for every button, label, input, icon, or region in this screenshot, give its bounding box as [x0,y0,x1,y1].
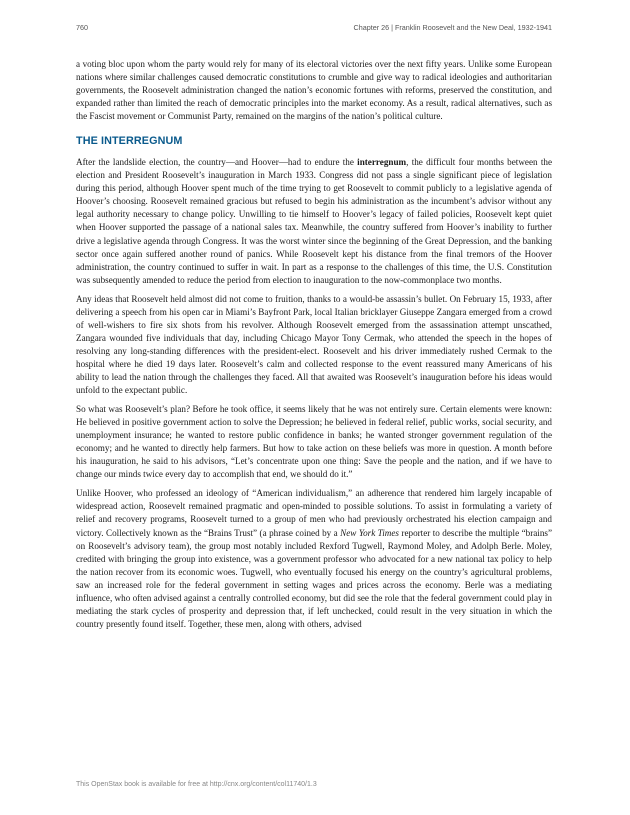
page-number: 760 [76,23,88,32]
paragraph-interregnum [76,156,552,286]
paragraph-roosevelt-plan: So what was Roosevelt’s plan? Before he took office, it seems likely that he was not entirely sure. Certain elements were known: He believed in positive government action to solve the Depression; he believed in federal relief, public works, social security, and unemployment insurance; he wanted to restore public confidence in banks; he wanted stronger government regulation of the economy; and he wanted to directly help farmers. But how to take action on these beliefs was more in question. A month before his inauguration, he said to his advisors, “Let’s concentrate upon one thing: Save the people and the nation, and if we have to change our minds twice every day to accomplish that end, we should do it.” [76,404,552,480]
paragraph-brains-trust [76,487,552,631]
running-head: Chapter 26 | Franklin Roosevelt and the New Deal, 1932-1941 [353,23,552,32]
text-run: , the difficult four months between the election and President Roosevelt’s inauguration in March 1933. Congress did not pass a single significant piece of legislation during this period, although Hoover spent much of the time trying to get Roosevelt to commit publicly to a legislative agenda of Hoover’s choosing. Roosevelt remained gracious but refused to begin his administration as the incumbent’s advisor without any legal authority necessary to change policy. Unwilling to tie himself to Hoover’s legacy of failed policies, Roosevelt kept quiet when Hoover supported the passage of a national sales tax. Meanwhile, the country suffered from Hoover’s inability to further drive a legislative agenda through Congress. It was the worst winter since the beginning of the Great Depression, and the banking sector once again suffered another round of panics. While Roosevelt kept his distance from the final tremors of the Hoover administration, the country continued to suffer in wait. In part as a response to the challenges of this time, the U.S. Constitution was subsequently amended to reduce the period from election to inauguration to the now-commonplace two months. [76,157,552,285]
key-term-interregnum: interregnum [357,157,407,168]
text-run: Unlike Hoover, who professed an ideology of “American individualism,” an adherence that rendered him largely incapable of widespread action, Roosevelt remained pragmatic and open-minded to possible solutions. To assist in formulating a variety of relief and recovery programs, Roosevelt turned to a group of men who had previously orchestrated his election campaign and victory. Collectively known as the “Brains Trust” (a phrase coined by a [76,488,552,538]
page-footer: This OpenStax book is available for free at http://cnx.org/content/col11740/1.3 [76,781,317,788]
paragraph-assassination-attempt: Any ideas that Roosevelt held almost did not come to fruition, thanks to a would-be assassin’s bullet. On February 15, 1933, after delivering a speech from his open car in Miami’s Bayfront Park, local Italian bricklayer Giuseppe Zangara emerged from a crowd of well-wishers to fire six shots from his revolver. Although Roosevelt emerged from the assassination attempt unscathed, Zangara wounded five individuals that day, including Chicago Mayor Tony Cermak, who attended the speech in the hopes of resolving any long-standing differences with the president-elect. Roosevelt and his driver immediately rushed Cermak to the hospital where he died 19 days later. Roosevelt’s calm and collected response to the event reassured many Americans of his ability to lead the nation through the challenges they faced. All that awaited was Roosevelt’s inauguration before his ideas would unfold to the expectant public. [76,293,552,396]
text-run: After the landslide election, the country—and Hoover—had to endure the [76,157,358,168]
publication-title: New York Times [340,527,399,538]
section-heading: THE INTERREGNUM [76,135,183,148]
page-body [76,58,552,637]
text-run: reporter to describe the multiple “brains” on Roosevelt’s advisory team), the group most notably included Rexford Tugwell, Raymond Moley, and Adolph Berle. Moley, credited with bringing the group into existence, was a government professor who advocated for a new national tax policy to help the nation recover from its economic woes. Tugwell, who eventually focused his energy on the country’s agricultural problems, saw an increased role for the federal government in setting wages and prices across the economy. Berle was a mediating influence, who often advised against a centrally controlled economy, but did see the role that the federal government could play in mediating the stark cycles of prosperity and depression that, if left unchecked, could result in the very situation in which the country presently found itself. Together, these men, along with others, advised [76,527,552,629]
intro-paragraph: a voting bloc upon whom the party would rely for many of its electoral victories over the next fifty years. Unlike some European nations where similar challenges caused democratic constitutions to crumble and give way to radical ideologies and authoritarian governments, the Roosevelt administration changed the nation’s economic fortunes with reforms, preserved the constitution, and expanded rather than limited the reach of democratic principles into the market economy. As a result, radical alternatives, such as the Fascist movement or Communist Party, remained on the margins of the nation’s political culture. [76,59,552,122]
